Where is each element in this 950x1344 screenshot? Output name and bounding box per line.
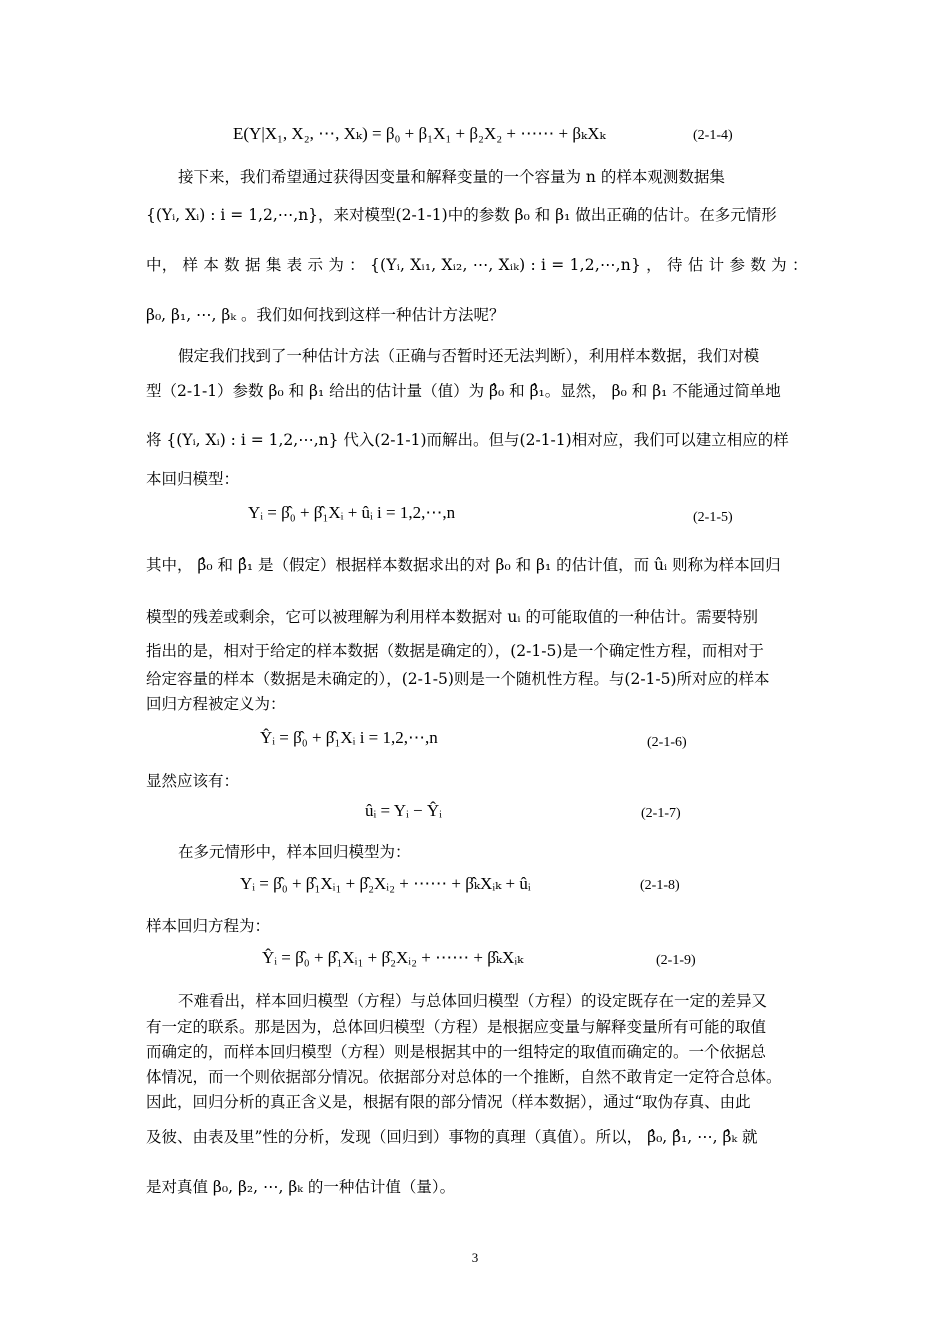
paragraph-line: 样本回归方程为： <box>146 917 271 935</box>
equation-2-1-9: Ŷᵢ = β̂₀ + β̂₁Xᵢ₁ + β̂₂Xᵢ₂ + ⋯⋯ + β̂ₖXᵢₖ <box>262 948 524 967</box>
paragraph-line: 而确定的，而样本回归模型（方程）则是根据其中的一组特定的取值而确定的。一个依据总 <box>146 1043 767 1061</box>
paragraph-line: 给定容量的样本（数据是未确定的），(2-1-5)则是一个随机性方程。与(2-1-5)所对应的样本 <box>146 670 770 688</box>
paragraph-line: 接下来，我们希望通过获得因变量和解释变量的一个容量为 n 的样本观测数据集 <box>178 168 725 186</box>
paragraph-line: 中， 样 本 数 据 集 表 示 为 ： {(Yᵢ, Xᵢ₁, Xᵢ₂, ⋯, Xᵢₖ) : i = 1,2,⋯,n} ， 待 估 计 参 数 为 ： <box>146 256 808 274</box>
paragraph-line: 因此，回归分析的真正含义是，根据有限的部分情况（样本数据），通过“取伪存真、由此 <box>146 1093 751 1111</box>
paragraph-line: 指出的是，相对于给定的样本数据（数据是确定的），(2-1-5)是一个确定性方程，而相对于 <box>146 642 764 660</box>
paragraph-line: 是对真值 β₀, β₂, ⋯, βₖ 的一种估计值（量）。 <box>146 1178 456 1196</box>
paragraph-line: 回归方程被定义为： <box>146 695 286 713</box>
paragraph-line: 在多元情形中，样本回归模型为： <box>178 843 411 861</box>
paragraph-line: 其中， β̂₀ 和 β̂₁ 是（假定）根据样本数据求出的对 β₀ 和 β₁ 的估计值，而 ûᵢ 则称为样本回归 <box>146 556 781 574</box>
paragraph-line: 假定我们找到了一种估计方法（正确与否暂时还无法判断），利用样本数据，我们对模 <box>178 347 760 365</box>
equation-number: (2-1-5) <box>693 510 733 525</box>
paragraph-line: β₀, β₁, ⋯, βₖ 。我们如何找到这样一种估计方法呢？ <box>146 306 505 324</box>
paragraph-line: 模型的残差或剩余，它可以被理解为利用样本数据对 uᵢ 的可能取值的一种估计。需要特别 <box>146 608 758 626</box>
equation-number: (2-1-9) <box>656 953 696 968</box>
equation-number: (2-1-6) <box>647 735 687 750</box>
paragraph-line: 型（2-1-1）参数 β₀ 和 β₁ 给出的估计量（值）为 β̂₀ 和 β̂₁。显然， β₀ 和 β₁ 不能通过简单地 <box>146 382 781 400</box>
equation-2-1-4: E(Y|X₁, X₂, ⋯, Xₖ) = β₀ + β₁X₁ + β₂X₂ + ⋯⋯ + βₖXₖ <box>233 124 606 143</box>
paragraph-line: 有一定的联系。那是因为，总体回归模型（方程）是根据应变量与解释变量所有可能的取值 <box>146 1018 767 1036</box>
equation-2-1-5: Yᵢ = β̂₀ + β̂₁Xᵢ + ûᵢ i = 1,2,⋯,n <box>248 503 456 522</box>
paragraph-line: 本回归模型： <box>146 470 240 488</box>
equation-number: (2-1-8) <box>640 878 680 893</box>
page-number: 3 <box>471 1250 479 1265</box>
paragraph-line: 显然应该有： <box>146 772 240 790</box>
equation-2-1-7: ûᵢ = Yᵢ − Ŷᵢ <box>365 801 442 820</box>
paragraph-line: {(Yᵢ, Xᵢ) : i = 1,2,⋯,n}，来对模型(2-1-1)中的参数 β₀ 和 β₁ 做出正确的估计。在多元情形 <box>146 206 777 224</box>
equation-number: (2-1-7) <box>641 806 681 821</box>
equation-2-1-8: Yᵢ = β̂₀ + β̂₁Xᵢ₁ + β̂₂Xᵢ₂ + ⋯⋯ + β̂ₖXᵢₖ + ûᵢ <box>240 874 531 893</box>
paragraph-line: 及彼、由表及里”性的分析，发现（回归到）事物的真理（真值）。所以， β̂₀, β̂₁, ⋯, β̂ₖ 就 <box>146 1128 758 1146</box>
paragraph-line: 不难看出，样本回归模型（方程）与总体回归模型（方程）的设定既存在一定的差异又 <box>178 992 768 1010</box>
paragraph-line: 体情况，而一个则依据部分情况。依据部分对总体的一个推断，自然不敢肯定一定符合总体。 <box>146 1068 782 1086</box>
equation-number: (2-1-4) <box>693 128 733 143</box>
equation-2-1-6: Ŷᵢ = β̂₀ + β̂₁Xᵢ i = 1,2,⋯,n <box>260 728 438 747</box>
paragraph-line: 将 {(Yᵢ, Xᵢ) : i = 1,2,⋯,n} 代入(2-1-1)而解出。但与(2-1-1)相对应，我们可以建立相应的样 <box>146 431 789 449</box>
